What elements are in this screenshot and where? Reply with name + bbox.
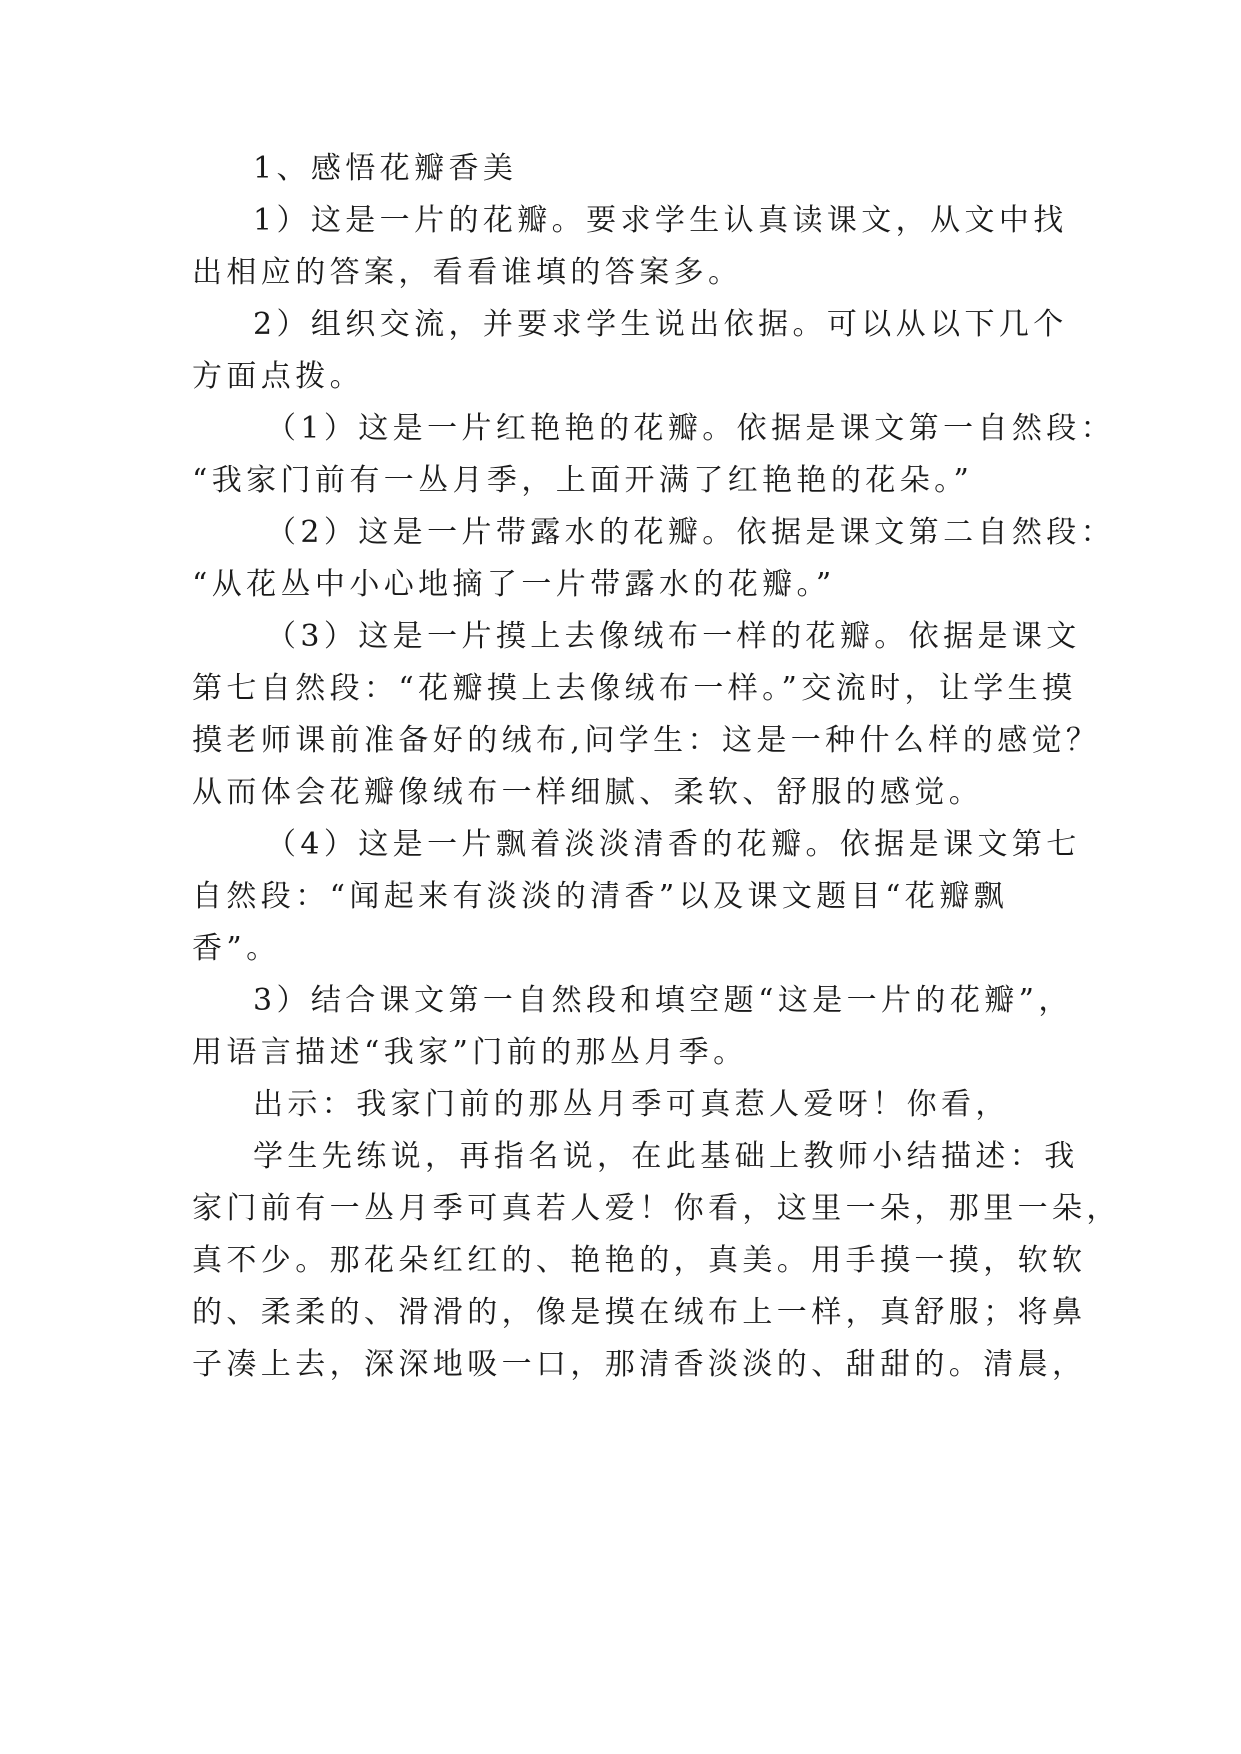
paragraph-line: “我家门前有一丛月季，上面开满了红艳艳的花朵。” <box>192 463 974 498</box>
paragraph-line: （4）这是一片飘着淡淡清香的花瓣。依据是课文第七 <box>266 827 1081 862</box>
paragraph-line: 家门前有一丛月季可真若人爱！你看，这里一朵，那里一朵， <box>192 1191 1121 1226</box>
paragraph-line: 真不少。那花朵红红的、艳艳的，真美。用手摸一摸，软软 <box>192 1243 1087 1278</box>
paragraph-line: （1）这是一片红艳艳的花瓣。依据是课文第一自然段： <box>266 411 1116 446</box>
paragraph-line: 用语言描述“我家”门前的那丛月季。 <box>192 1035 748 1070</box>
paragraph-line: 从而体会花瓣像绒布一样细腻、柔软、舒服的感觉。 <box>192 775 984 810</box>
paragraph-line: 方面点拨。 <box>192 359 364 394</box>
paragraph-line: “从花丛中小心地摘了一片带露水的花瓣。” <box>192 567 836 602</box>
paragraph-line: 2）组织交流，并要求学生说出依据。可以从以下几个 <box>253 307 1068 342</box>
paragraph-line: 自然段：“闻起来有淡淡的清香”以及课文题目“花瓣飘 <box>192 879 1009 914</box>
paragraph-line: 香”。 <box>192 931 281 966</box>
paragraph-line: 出相应的答案，看看谁填的答案多。 <box>192 255 743 290</box>
paragraph-line: 子凑上去，深深地吸一口，那清香淡淡的、甜甜的。清晨， <box>192 1347 1087 1382</box>
paragraph-line: 摸老师课前准备好的绒布,问学生：这是一种什么样的感觉？ <box>192 723 1101 758</box>
paragraph-line: 的、柔柔的、滑滑的，像是摸在绒布上一样，真舒服；将鼻 <box>192 1295 1087 1330</box>
paragraph-line: 1）这是一片的花瓣。要求学生认真读课文，从文中找 <box>253 203 1068 238</box>
paragraph-line: 出示：我家门前的那丛月季可真惹人爱呀！你看， <box>253 1087 1010 1122</box>
paragraph-line: （3）这是一片摸上去像绒布一样的花瓣。依据是课文 <box>266 619 1081 654</box>
paragraph-line: 第七自然段：“花瓣摸上去像绒布一样。”交流时，让学生摸 <box>192 671 1077 706</box>
section-heading: 1、感悟花瓣香美 <box>253 151 518 186</box>
paragraph-line: 3）结合课文第一自然段和填空题“这是一片的花瓣”， <box>253 983 1073 1018</box>
paragraph-line: （2）这是一片带露水的花瓣。依据是课文第二自然段： <box>266 515 1116 550</box>
paragraph-line: 学生先练说，再指名说，在此基础上教师小结描述：我 <box>253 1139 1079 1174</box>
